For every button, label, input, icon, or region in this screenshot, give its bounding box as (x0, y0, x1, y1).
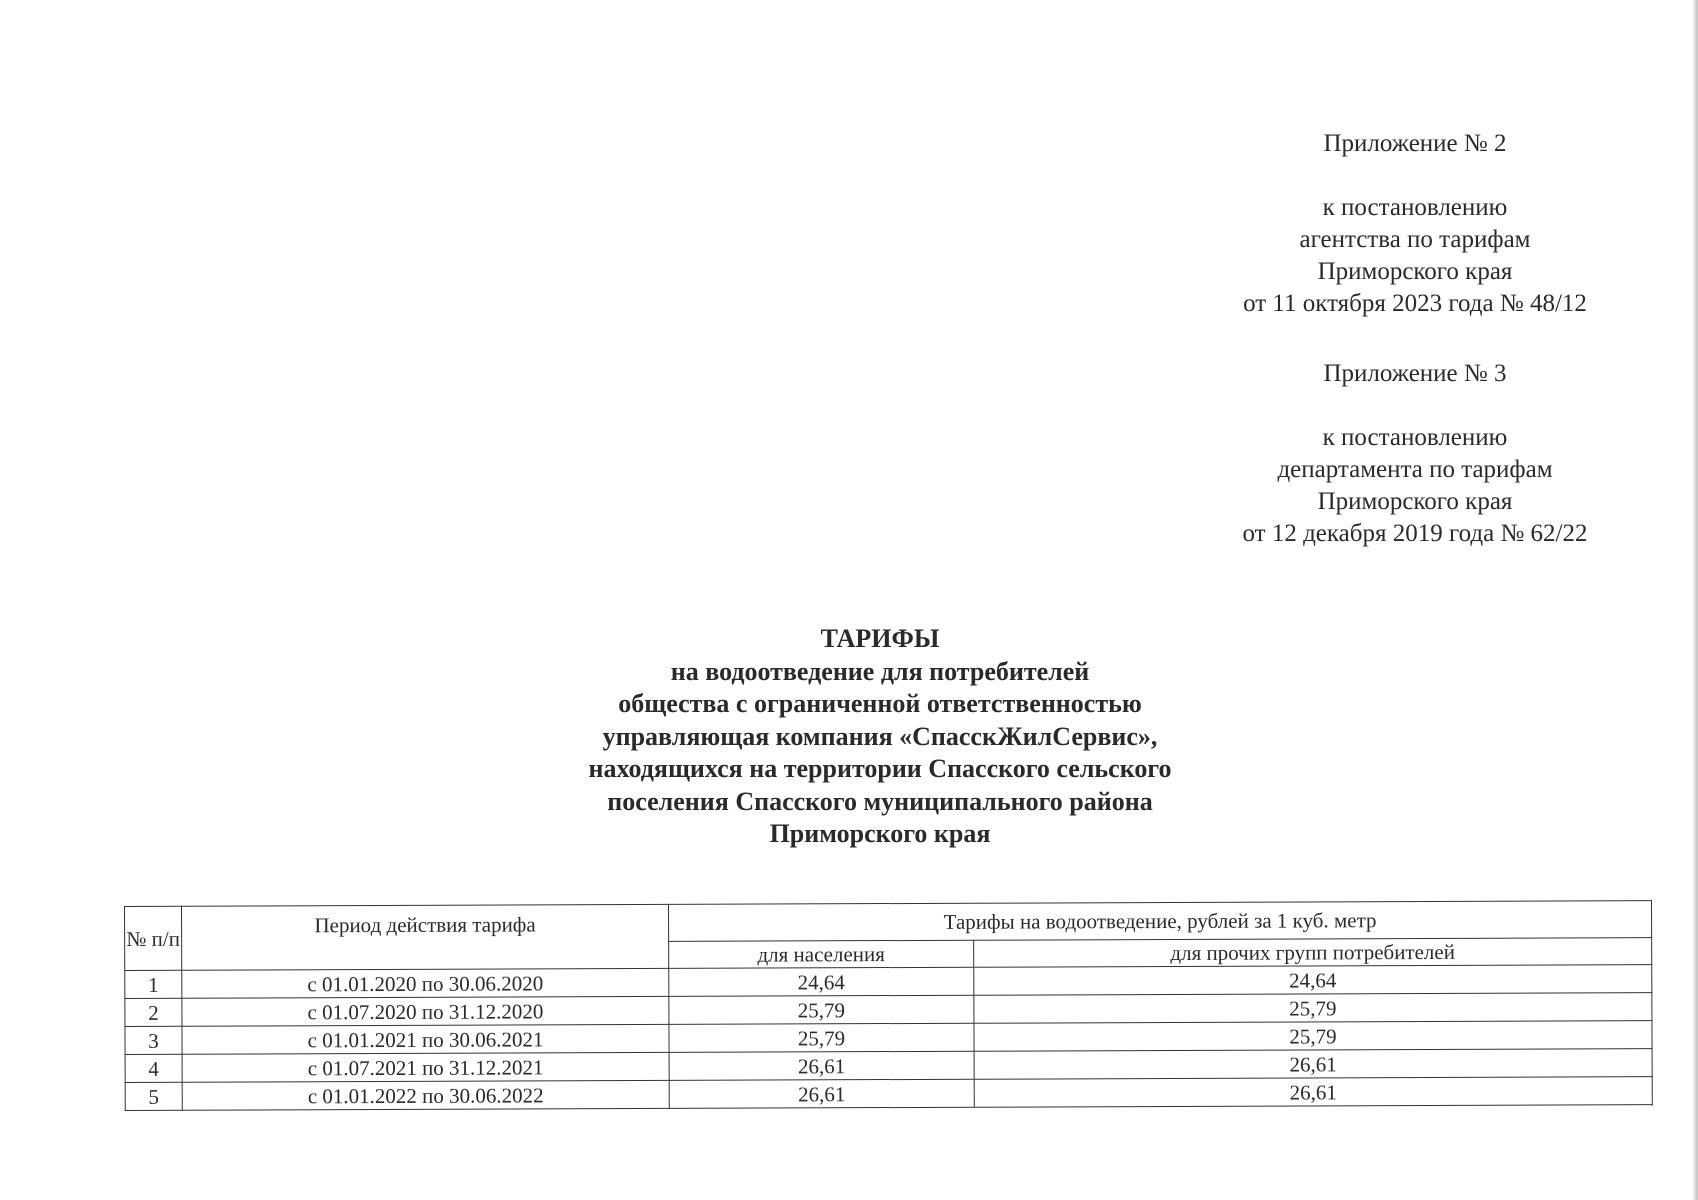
header-period: Период действия тарифа (182, 904, 669, 970)
tariffs-heading (500, 623, 1260, 851)
attachment-line: департамента по тарифам (1277, 456, 1553, 483)
cell-num: 2 (125, 998, 182, 1026)
heading-line: находящихся на территории Спасского сельского (588, 754, 1172, 783)
page-edge-shadow (1692, 0, 1698, 1200)
attachment-title: Приложение № 3 (1323, 360, 1507, 387)
cell-other: 26,61 (974, 1049, 1652, 1080)
attachment-line: от 12 декабря 2019 года № 62/22 (1242, 520, 1588, 547)
attachment-line: Приморского края (1317, 488, 1513, 515)
cell-num: 5 (125, 1082, 182, 1110)
cell-population: 24,64 (669, 967, 974, 996)
cell-num: 1 (125, 970, 182, 998)
cell-other: 25,79 (974, 1021, 1652, 1052)
attachment-2-block (1190, 128, 1640, 320)
cell-population: 25,79 (669, 1023, 974, 1052)
attachment-line: Приморского края (1317, 258, 1513, 285)
attachment-line: агентства по тарифам (1299, 226, 1531, 253)
attachment-title: Приложение № 2 (1323, 130, 1507, 157)
cell-period: с 01.07.2020 по 31.12.2020 (182, 996, 669, 1026)
heading-line: общества с ограниченной ответственностью (618, 689, 1142, 718)
cell-period: с 01.07.2021 по 31.12.2021 (182, 1052, 669, 1082)
header-other: для прочих групп потребителей (974, 938, 1652, 968)
cell-period: с 01.01.2021 по 30.06.2021 (182, 1024, 669, 1054)
cell-population: 26,61 (669, 1079, 974, 1108)
heading-line: поселения Спасского муниципального района (607, 786, 1153, 816)
tariff-table (124, 900, 1653, 1111)
attachment-line: от 11 октября 2023 года № 48/12 (1243, 290, 1587, 317)
cell-other: 26,61 (974, 1077, 1652, 1108)
heading-line: управляющая компания «СпасскЖилСервис», (602, 721, 1158, 751)
tariff-rows (125, 965, 1653, 1111)
attachment-3-block (1190, 358, 1640, 550)
heading-line: на водоотведение для потребителей (670, 656, 1090, 686)
header-population: для населения (669, 940, 974, 968)
table-row (125, 1077, 1652, 1111)
cell-other: 25,79 (974, 993, 1652, 1024)
cell-population: 26,61 (669, 1051, 974, 1080)
cell-period: с 01.01.2020 по 30.06.2020 (182, 968, 669, 998)
heading-title: ТАРИФЫ (820, 624, 940, 653)
cell-num: 4 (125, 1054, 182, 1082)
header-num: № п/п (125, 906, 182, 970)
attachment-line: к постановлению (1322, 194, 1508, 221)
cell-num: 3 (125, 1026, 182, 1054)
cell-other: 24,64 (974, 965, 1652, 996)
heading-line: Приморского края (769, 819, 991, 848)
header-tariff-group: Тарифы на водоотведение, рублей за 1 куб. метр (668, 901, 1651, 942)
cell-population: 25,79 (669, 995, 974, 1024)
cell-period: с 01.01.2022 по 30.06.2022 (182, 1080, 669, 1110)
attachment-line: к постановлению (1322, 424, 1508, 451)
